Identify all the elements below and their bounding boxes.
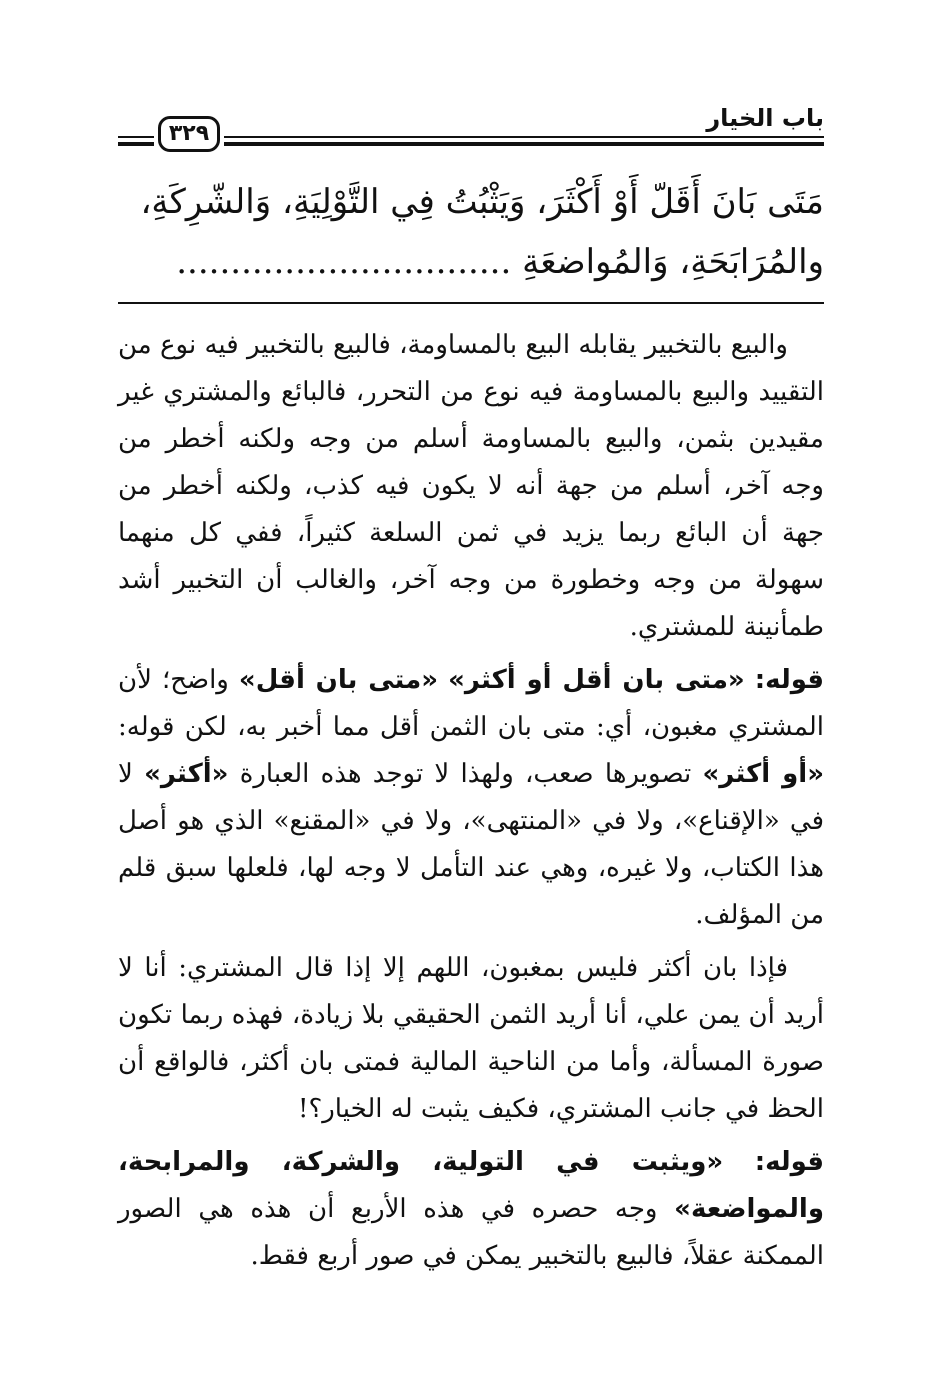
page-header	[118, 98, 824, 156]
paragraph-2-text-c: لا في «الإقناع»، ولا في «المنتهى»، ولا في «المقنع» الذي هو أصل هذا الكتاب، ولا غيره، وهي عند التأمل لا وجه لها، فلعلها سبق قلم من المؤلف.	[118, 759, 824, 930]
matn-line-2	[118, 232, 824, 292]
matn-line-1: مَتَى بَانَ أَقَلّ أَوْ أَكْثَرَ، وَيَثْبُتُ فِي التَّوْلِيَةِ، وَالشّرِكَةِ،	[140, 182, 824, 222]
matn-dots: ...............................	[176, 242, 512, 282]
paragraph-1: والبيع بالتخبير يقابله البيع بالمساومة، فالبيع بالتخبير فيه نوع من التقييد والبيع بالمساومة فيه نوع من التحرر، فالبائع والمشتري غير مقيدين بثمن، والبيع بالمساومة أسلم من وجه ولكنه أخطر من وجه آخر، أسلم من جهة أنه لا يكون فيه كذب، ولكنه أخطر من جهة أن البائع ربما يزيد في ثمن السلعة كثيراً، ففي كل منهما سهولة من وجه وخطورة من وجه آخر، والغالب أن التخبير أشد طمأنينة للمشتري.	[118, 330, 824, 642]
book-page	[118, 98, 824, 1298]
quote-matn: «أو أكثر»	[702, 759, 824, 789]
header-rule-left	[118, 136, 154, 146]
quote-matn: «متى بان أقل أو أكثر»	[448, 665, 745, 695]
matn-divider	[118, 302, 824, 304]
sharh-text	[118, 322, 824, 1280]
qawluhu-label: قوله:	[754, 665, 825, 695]
paragraph-3: فإذا بان أكثر فليس بمغبون، اللهم إلا إذا قال المشتري: أنا لا أريد أن يمن علي، أنا أريد الثمن الحقيقي بلا زيادة، فهذه ربما تكون صورة المسألة، وأما من الناحية المالية فمتى بان أكثر، فالواقع أن الحظ في جانب المشتري، فكيف يثبت له الخيار؟!	[118, 953, 824, 1124]
page-number: ٣٢٩	[158, 116, 220, 152]
paragraph-2-text-a: واضح؛ لأن المشتري مغبون، أي: متى بان الثمن أقل مما أخبر به، لكن قوله:	[118, 665, 824, 742]
qawluhu-label: قوله:	[754, 1147, 824, 1177]
paragraph-2	[118, 657, 824, 939]
quote-matn: «ويثبت في التولية، والشركة، والمرابحة، والمواضعة»	[118, 1147, 824, 1224]
quote-matn: «متى بان أقل»	[238, 665, 439, 695]
paragraph-4-text: وجه حصره في هذه الأربع أن هذه هي الصور الممكنة عقلاً، فالبيع بالتخبير يمكن في صور أربع فقط.	[118, 1194, 824, 1271]
paragraph-4	[118, 1139, 824, 1280]
quote-matn: «أكثر»	[144, 759, 229, 789]
header-rule-right	[224, 136, 824, 146]
matn-line-2-text: والمُرَابَحَةِ، وَالمُواضعَةِ	[522, 242, 824, 282]
matn-text	[118, 172, 824, 292]
paragraph-2-text-b: تصويرها صعب، ولهذا لا توجد هذه العبارة	[239, 759, 692, 789]
running-head: باب الخيار	[706, 104, 824, 132]
